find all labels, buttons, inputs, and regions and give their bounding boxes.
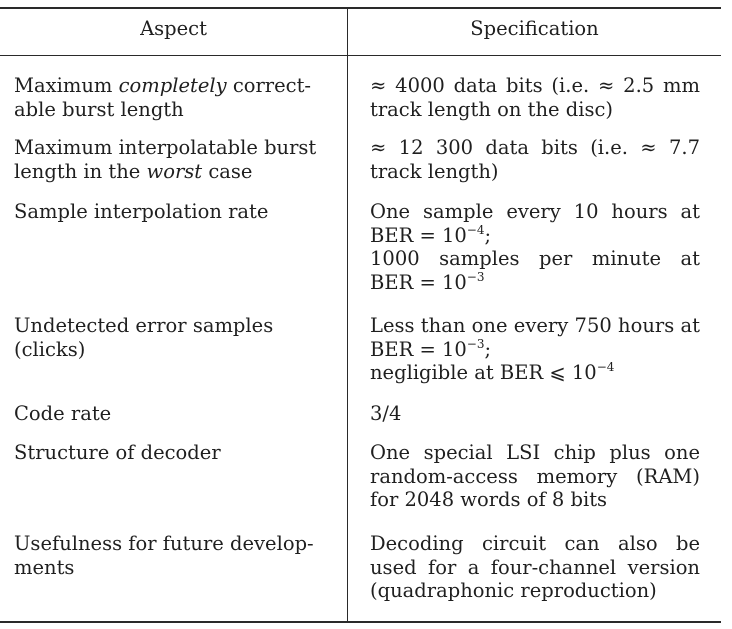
table-row-aspect (14, 314, 336, 361)
table-row-aspect (14, 136, 336, 183)
spec-line: ≈ 12 300 data bits (i.e. ≈ 7.7 (370, 136, 700, 159)
spec-text: ; (484, 223, 492, 247)
spec-line: Decoding circuit can also be (370, 532, 700, 555)
spec-line (370, 271, 700, 295)
table-row-aspect (14, 74, 336, 121)
header-rule (0, 55, 721, 56)
spec-line: 1000 samples per minute at (370, 247, 700, 270)
aspect-text: correct- (226, 74, 312, 97)
table-row-spec (370, 74, 700, 121)
aspect-line: ments (14, 555, 75, 579)
header-aspect: Aspect (140, 17, 207, 40)
spec-line: random-access memory (RAM) (370, 464, 700, 488)
spec-line: 3/4 (370, 402, 402, 425)
table-row-spec (370, 441, 700, 512)
aspect-text: Maximum (14, 74, 119, 97)
table-row-spec (370, 314, 700, 385)
table-row-aspect (14, 532, 336, 579)
spec-text: negligible at BER ⩽ 10 (370, 361, 597, 384)
table-row-spec (370, 402, 700, 426)
spec-line: Less than one every 750 hours at (370, 314, 700, 337)
exponent: −4 (596, 360, 615, 374)
spec-text: BER = 10 (370, 223, 467, 247)
table-row-aspect (14, 402, 336, 426)
table-top-rule (0, 7, 721, 9)
spec-text: ; (484, 337, 492, 361)
aspect-line: (clicks) (14, 337, 86, 361)
aspect-line: Usefulness for future develop- (14, 532, 314, 555)
spec-line: ≈ 4000 data bits (i.e. ≈ 2.5 mm (370, 74, 700, 97)
aspect-line: Undetected error samples (14, 314, 274, 337)
spec-text: BER = 10 (370, 270, 467, 294)
spec-line: track length on the disc) (370, 97, 614, 121)
table-row-aspect (14, 441, 336, 465)
aspect-line: Sample interpolation rate (14, 200, 269, 223)
aspect-line: Structure of decoder (14, 441, 221, 464)
aspect-line: able burst length (14, 97, 184, 121)
spec-line (370, 338, 700, 362)
spec-line: for 2048 words of 8 bits (370, 488, 608, 511)
spec-line: track length) (370, 159, 499, 183)
aspect-line: Code rate (14, 402, 112, 425)
spec-line: (quadraphonic reproduction) (370, 579, 657, 602)
exponent: −3 (466, 269, 485, 284)
aspect-text: length in the (14, 159, 147, 183)
column-divider (347, 7, 348, 622)
table-row-spec (370, 200, 700, 294)
spec-line (370, 224, 700, 248)
table-row-spec (370, 136, 700, 183)
exponent: −3 (466, 336, 485, 351)
aspect-line: Maximum interpolatable burst (14, 136, 317, 159)
table-row-aspect (14, 200, 336, 224)
table-row-spec (370, 532, 700, 603)
aspect-line (14, 160, 336, 184)
spec-line: used for a four-channel version (370, 555, 700, 579)
aspect-text: case (202, 159, 253, 183)
header-specification: Specification (470, 17, 599, 40)
spec-line: One sample every 10 hours at (370, 200, 700, 223)
aspect-emphasis: completely (118, 74, 227, 97)
table-bottom-rule (0, 621, 721, 623)
spec-line: One special LSI chip plus one (370, 441, 700, 464)
spec-text: BER = 10 (370, 337, 467, 361)
aspect-emphasis: worst (146, 159, 203, 183)
aspect-line (14, 74, 336, 98)
spec-line (370, 361, 700, 385)
exponent: −4 (466, 222, 485, 237)
